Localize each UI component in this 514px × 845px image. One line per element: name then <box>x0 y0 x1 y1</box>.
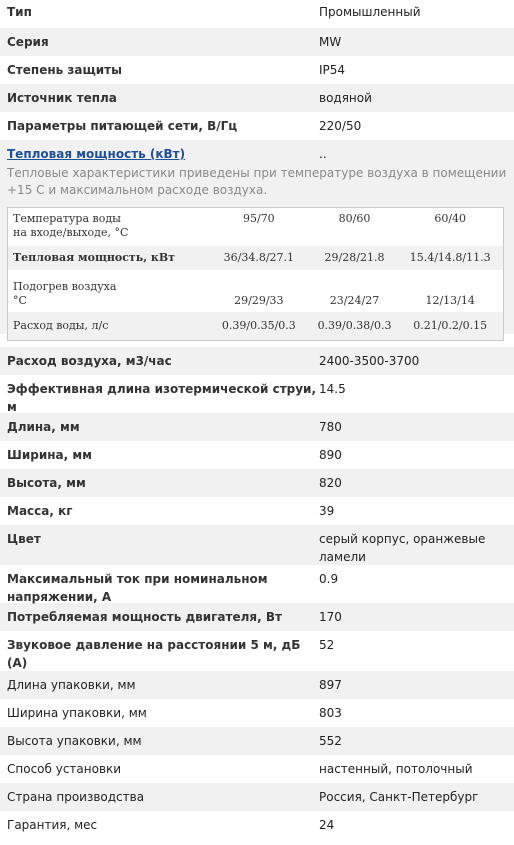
spec-value: 552 <box>319 734 342 748</box>
spec-label: Серия <box>7 35 49 49</box>
spec-label: Параметры питающей сети, В/Гц <box>7 119 238 133</box>
spec-row <box>0 565 514 603</box>
heat-table-cell: 60/40 <box>434 212 467 225</box>
spec-label: Гарантия, мес <box>7 818 98 832</box>
spec-value: Россия, Санкт-Петербург <box>319 790 479 804</box>
spec-row <box>0 631 514 671</box>
spec-label-line: Эффективная длина изотермической струи, <box>7 382 317 396</box>
spec-label: Страна производства <box>7 790 145 804</box>
spec-label: Способ установки <box>7 762 122 776</box>
spec-value: 170 <box>319 610 342 624</box>
spec-label: Степень защиты <box>7 63 122 77</box>
spec-value-line: ламели <box>319 550 366 564</box>
spec-label-line: Максимальный ток при номинальном <box>7 572 268 586</box>
spec-value: Промышленный <box>319 5 421 19</box>
spec-label: Тип <box>7 5 32 19</box>
spec-value: 220/50 <box>319 119 362 133</box>
spec-row <box>0 347 514 375</box>
spec-label: Длина упаковки, мм <box>7 678 136 692</box>
spec-row <box>0 441 514 469</box>
heat-table-row-label: Расход воды, л/с <box>13 319 109 332</box>
spec-label: Масса, кг <box>7 504 73 518</box>
spec-row <box>0 469 514 497</box>
spec-value: 39 <box>319 504 335 518</box>
spec-row <box>0 727 514 755</box>
spec-value-line: серый корпус, оранжевые <box>319 532 486 546</box>
spacer-row <box>0 334 514 347</box>
heat-table-cell: 23/24/27 <box>329 294 380 307</box>
spec-row-heat-source <box>0 84 514 112</box>
heat-table-label-line: °C <box>13 294 27 307</box>
heat-output-block <box>0 140 514 334</box>
spec-row <box>0 783 514 811</box>
heat-table-row-water-temp <box>8 208 503 246</box>
spec-row <box>0 755 514 783</box>
spec-value: 803 <box>319 706 342 720</box>
spec-label <box>7 375 319 416</box>
spec-value: 780 <box>319 420 342 434</box>
heat-table-cell: 12/13/14 <box>425 294 475 307</box>
spec-value: водяной <box>319 91 372 105</box>
heat-table-cell: 29/28/21.8 <box>324 251 385 264</box>
spec-row <box>0 603 514 631</box>
spec-row <box>0 671 514 699</box>
heat-table-cell: 15.4/14.8/11.3 <box>409 251 491 264</box>
spec-value: IP54 <box>319 63 346 77</box>
spec-label: Ширина, мм <box>7 448 92 462</box>
heat-output-header <box>0 141 514 163</box>
spec-label <box>7 631 319 672</box>
heat-table-row-air-heating <box>8 270 503 312</box>
heat-table-row-label: Тепловая мощность, кВт <box>13 251 175 264</box>
spec-label-line: м <box>7 400 17 414</box>
heat-table-cell: 36/34.8/27.1 <box>223 251 295 264</box>
heat-table-label-line: на входе/выходе, °C <box>13 226 129 239</box>
spec-value: настенный, потолочный <box>319 762 473 776</box>
spec-row <box>0 699 514 727</box>
spec-row <box>0 811 514 839</box>
spec-label-line: (А) <box>7 656 28 670</box>
spec-row-series <box>0 28 514 56</box>
heat-table-row-power <box>8 246 503 270</box>
heat-table-cell: 95/70 <box>242 212 275 225</box>
spec-row <box>0 375 514 413</box>
spec-label: Ширина упаковки, мм <box>7 706 147 720</box>
spec-row-type <box>0 0 514 28</box>
spec-value: 897 <box>319 678 342 692</box>
heat-output-link[interactable]: Тепловая мощность (кВт) <box>7 147 186 161</box>
spec-value: 2400-3500-3700 <box>319 354 420 368</box>
spec-value: 52 <box>319 638 335 652</box>
spec-rows-bottom <box>0 347 514 839</box>
spec-value: 24 <box>319 818 335 832</box>
spec-value: 820 <box>319 476 342 490</box>
heat-output-note: Тепловые характеристики приведены при температуре воздуха в помещении +15 С и максимальном расходе воздуха. <box>7 166 507 197</box>
heat-table-row-label <box>13 280 211 308</box>
heat-table-cell: 0.21/0.2/0.15 <box>413 319 488 332</box>
spec-value: 14.5 <box>319 382 346 396</box>
spec-label <box>7 565 319 606</box>
spec-label: Цвет <box>7 532 41 546</box>
spec-label: Высота упаковки, мм <box>7 734 142 748</box>
heat-table-label-line: Температура воды <box>13 212 121 225</box>
heat-output-table <box>7 207 504 341</box>
spec-value: 890 <box>319 448 342 462</box>
spec-label: Высота, мм <box>7 476 86 490</box>
spec-row-power-supply <box>0 112 514 140</box>
spec-label: Длина, мм <box>7 420 80 434</box>
spec-label: Источник тепла <box>7 91 117 105</box>
heat-table-label-line: Подогрев воздуха <box>13 280 117 293</box>
heat-output-label-cell <box>7 141 319 163</box>
spec-row <box>0 525 514 565</box>
spec-row <box>0 497 514 525</box>
spec-label-line: Звуковое давление на расстоянии 5 м, дБ <box>7 638 301 652</box>
spec-label: Потребляемая мощность двигателя, Вт <box>7 610 282 624</box>
spec-row-protection <box>0 56 514 84</box>
spec-row <box>0 413 514 441</box>
heat-table-cell: 29/29/33 <box>234 294 284 307</box>
heat-table-cell: 80/60 <box>338 212 371 225</box>
heat-table-row-label <box>13 212 211 240</box>
spec-label: Расход воздуха, м3/час <box>7 354 172 368</box>
spec-value: 0.9 <box>319 572 339 586</box>
spec-value: MW <box>319 35 342 49</box>
spec-label-line: напряжении, А <box>7 590 112 604</box>
spec-value <box>319 525 508 566</box>
heat-output-value: .. <box>319 147 327 161</box>
heat-table-cell: 0.39/0.38/0.3 <box>317 319 392 332</box>
heat-table-cell: 0.39/0.35/0.3 <box>221 319 296 332</box>
